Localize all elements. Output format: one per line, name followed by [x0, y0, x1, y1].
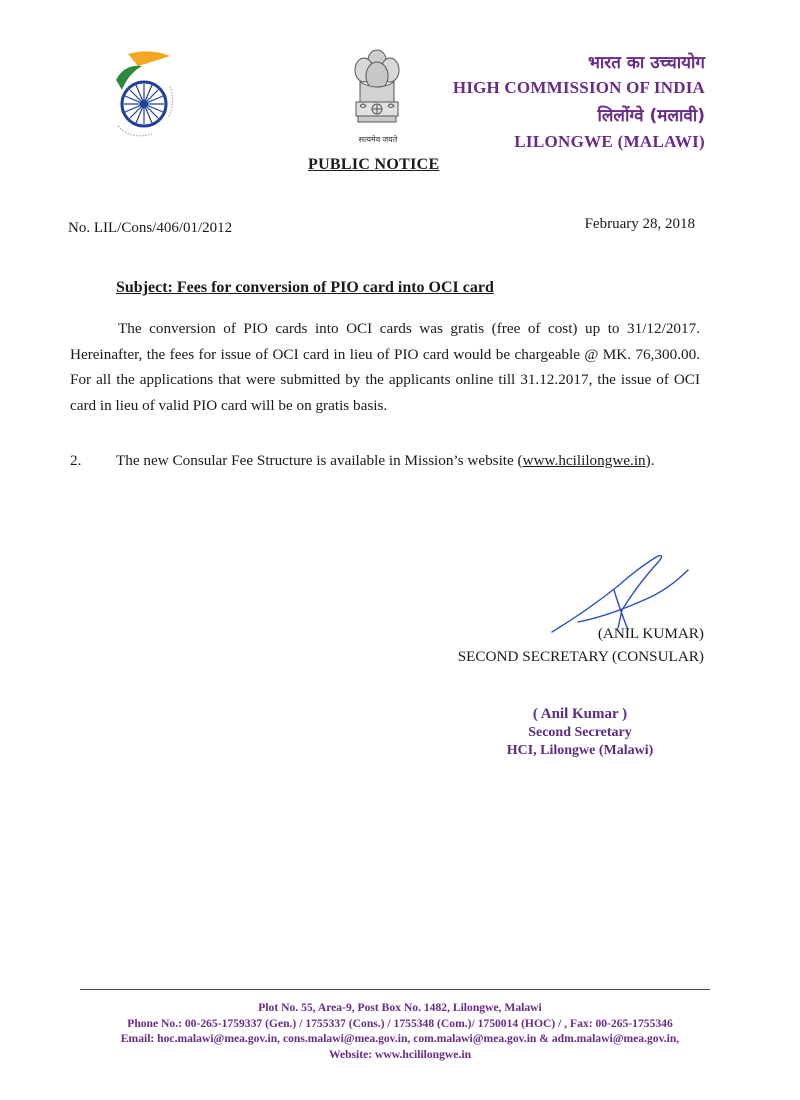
national-emblem-icon [346, 46, 408, 134]
hindi-title: भारत का उच्चायोग [587, 53, 705, 73]
subject-line: Subject: Fees for conversion of PIO card into OCI card [116, 279, 494, 296]
reference-number: No. LIL/Cons/406/01/2012 [68, 220, 233, 236]
signatory-name: (ANIL KUMAR) [597, 625, 704, 642]
footer-website: Website: www.hcililongwe.in [328, 1047, 472, 1061]
official-stamp [480, 706, 680, 759]
footer-email: Email: hoc.malawi@mea.gov.in, cons.malawi@mea.gov.in, com.malawi@mea.gov.in & adm.malawi@mea.gov.in, [120, 1032, 680, 1045]
letterhead [453, 50, 705, 152]
stamp-name: ( Anil Kumar ) [532, 706, 628, 722]
emblem-motto: सत्यमेव जयते [358, 135, 398, 144]
body-paragraph-1: The conversion of PIO cards into OCI cards was gratis (free of cost) up to 31/12/2017. Hereinafter, the fees for issue of OCI card in lieu of PIO card would be chargeable @ MK. 76,300.00. For all the applications that were submitted by the applicants online till 31.12.2017, the issue of OCI card in lieu of valid PIO card will be on gratis basis. [70, 320, 700, 414]
india-75-logo [108, 46, 188, 142]
page-title: PUBLIC NOTICE [308, 156, 440, 173]
notice-date: February 28, 2018 [584, 216, 695, 232]
footer [60, 1000, 740, 1062]
paragraph-number: 2. [70, 452, 82, 469]
stamp-office: HCI, Lilongwe (Malawi) [506, 743, 654, 758]
footer-phone: Phone No.: 00-265-1759337 (Gen.) / 1755337 (Cons.) / 1755348 (Com.)/ 1750014 (HOC) / , Fax: 00-265-1755346 [127, 1016, 673, 1030]
footer-divider [80, 989, 710, 990]
english-city: LILONGWE (MALAWI) [514, 132, 705, 151]
stamp-designation: Second Secretary [528, 725, 632, 740]
website-link[interactable]: www.hcililongwe.in [522, 452, 646, 469]
signatory-designation: SECOND SECRETARY (CONSULAR) [457, 648, 704, 665]
paragraph-end: ). [645, 452, 655, 469]
hindi-city: लिलोंग्वे (मलावी) [597, 106, 705, 126]
paragraph-text: The new Consular Fee Structure is available in Mission’s website ( [116, 452, 523, 469]
english-title: HIGH COMMISSION OF INDIA [452, 78, 705, 97]
footer-address: Plot No. 55, Area-9, Post Box No. 1482, Lilongwe, Malawi [258, 1001, 542, 1014]
body-paragraph-2 [70, 448, 700, 474]
